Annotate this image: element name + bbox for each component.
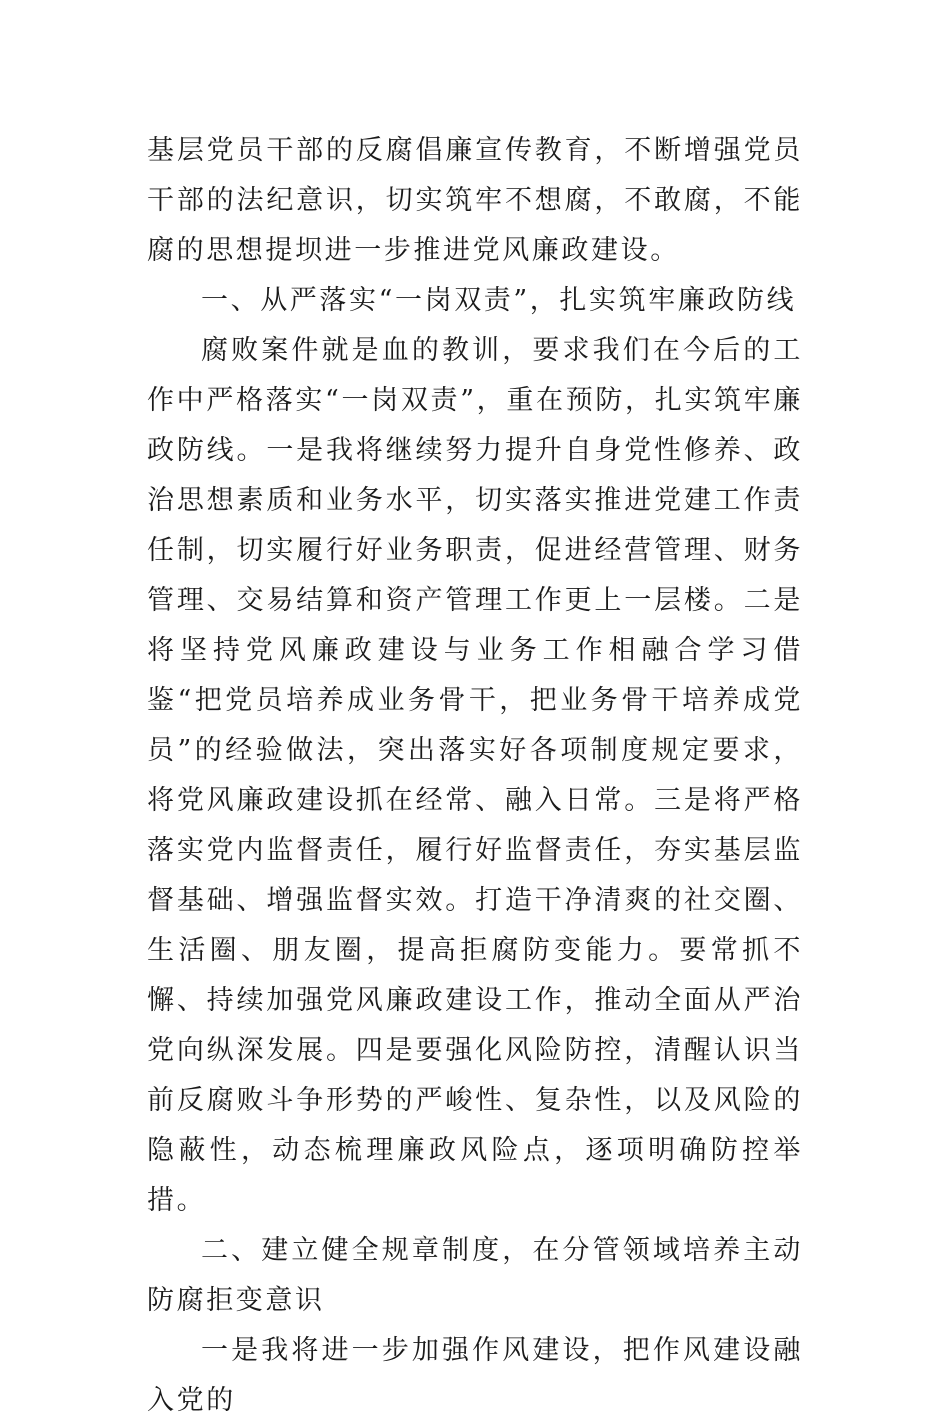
paragraph-body-2: 一是我将进一步加强作风建设，把作风建设融入党的 (147, 1335, 803, 1416)
paragraph-body-1: 腐败案件就是血的教训，要求我们在今后的工作中严格落实“一岗双责”，重在预防，扎实筑牢廉政防线。一是我将继续努力提升自身党性修养、政治思想素质和业务水平，切实落实推进党建工作责任制，切实履行好业务职责，促进经营管理、财务管理、交易结算和资产管理工作更上一层楼。二是将坚持党风廉政建设与业务工作相融合学习借鉴“把党员培养成业务骨干，把业务骨干培养成党员”的经验做法，突出落实好各项制度规定要求，将党风廉政建设抓在经常、融入日常。三是将严格落实党内监督责任，履行好监督责任，夯实基层监督基础、增强监督实效。打造干净清爽的社交圈、生活圈、朋友圈，提高拒腐防变能力。要常抓不懈、持续加强党风廉政建设工作，推动全面从严治党向纵深发展。四是要强化风险防控，清醒认识当前反腐败斗争形势的严峻性、复杂性，以及风险的隐蔽性，动态梳理廉政风险点，逐项明确防控举措。 (147, 335, 803, 1216)
section-heading-1: 一、从严落实“一岗双责”，扎实筑牢廉政防线 (201, 285, 797, 316)
section-heading-2: 二、建立健全规章制度，在分管领域培养主动防腐拒变意识 (147, 1235, 803, 1316)
document-body (147, 126, 803, 1426)
paragraph-continuation: 基层党员干部的反腐倡廉宣传教育，不断增强党员干部的法纪意识，切实筑牢不想腐，不敢腐，不能腐的思想提坝进一步推进党风廉政建设。 (147, 135, 803, 266)
